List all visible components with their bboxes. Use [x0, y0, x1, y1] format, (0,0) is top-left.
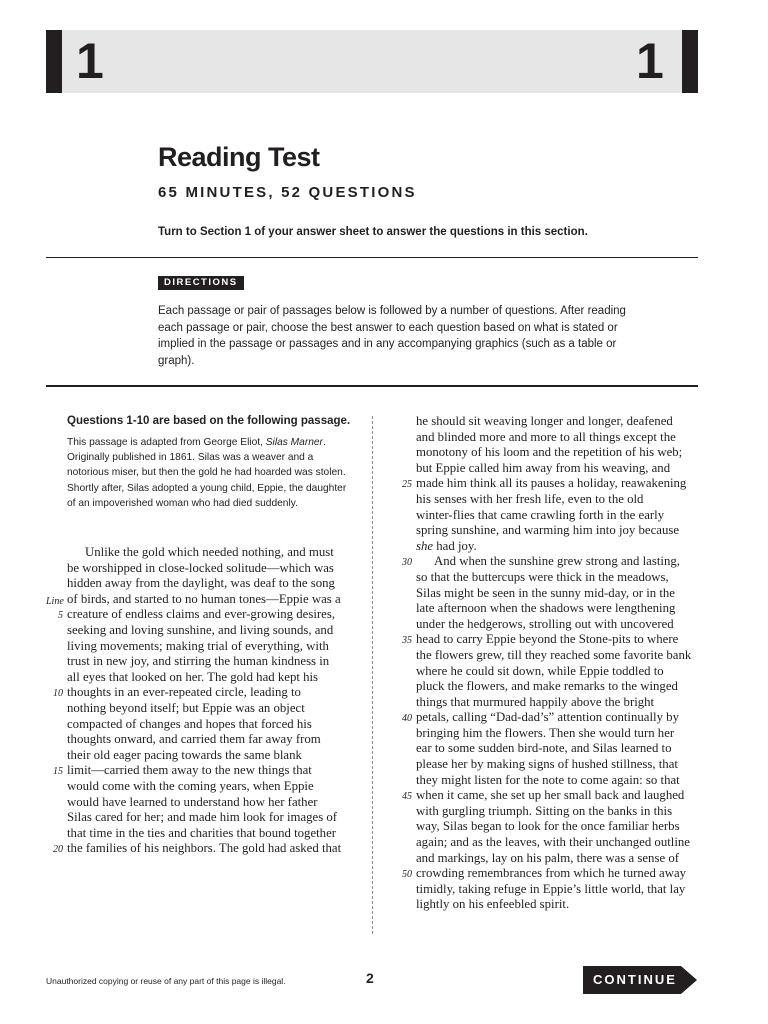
line-number: 25 — [402, 479, 412, 491]
passage-line — [416, 430, 716, 446]
passage-text: seeking and loving sunshine, and living sounds, and — [67, 622, 334, 637]
passage-line — [67, 545, 367, 561]
passage-line — [67, 654, 367, 670]
passage-line — [402, 866, 716, 882]
line-number: 40 — [402, 713, 412, 725]
passage-text: and markings, lay on his palm, there was a sense of — [416, 850, 679, 865]
passage-text: trust in new joy, and stirring the human kindness in — [67, 654, 330, 669]
passage-line — [67, 810, 367, 826]
passage-text: hidden away from the daylight, was deaf to the song — [67, 576, 335, 591]
passage-text: timidly, taking refuge in Eppie’s little world, that lay — [416, 881, 686, 896]
passage-line — [402, 476, 716, 492]
passage-line — [416, 523, 716, 539]
passage-text: the flowers grew, till they reached some favorite bank — [416, 647, 692, 662]
passage-text: again; and as the leaves, with their unchanged outline — [416, 835, 690, 850]
passage-line — [53, 763, 367, 779]
passage-line — [416, 648, 716, 664]
passage-line — [416, 617, 716, 633]
line-label: Line — [46, 596, 64, 607]
passage-text: of birds, and started to no human tones—Eppie was a — [67, 591, 341, 606]
passage-text: all eyes that looked on her. The gold had kept his — [67, 669, 319, 684]
page-title: Reading Test — [158, 142, 320, 172]
passage-text: but Eppie called him away from his weaving, and — [416, 460, 671, 475]
passage-text: the families of his neighbors. The gold had asked that — [67, 841, 342, 856]
passage-text: And when the sunshine grew strong and lasting, — [434, 554, 680, 569]
directions-text: Each passage or pair of passages below is followed by a number of questions. After reading each passage or pair, choose the best answer to each question based on what is stated or implied in the passage or passages and in any accompanying graphics (such as a table or graph). — [158, 305, 626, 367]
section-instruction: Turn to Section 1 of your answer sheet to answer the questions in this section. — [158, 226, 588, 238]
passage-line — [67, 795, 367, 811]
passage-line — [416, 835, 716, 851]
passage-text: limit—carried them away to the new things that — [67, 763, 312, 778]
passage-text: so that the buttercups were thick in the meadows, — [416, 569, 669, 584]
continue-arrow — [583, 966, 697, 994]
intro-work-title: Silas Marner — [265, 437, 323, 448]
passage-line — [416, 726, 716, 742]
section-number-right: 1 — [636, 33, 664, 89]
passage-line — [416, 679, 716, 695]
passage-text: under the hedgerows, strolling out with uncovered — [416, 616, 674, 631]
passage-line — [416, 445, 716, 461]
passage-line — [416, 570, 716, 586]
passage-line — [416, 586, 716, 602]
passage-text: had joy. — [433, 538, 477, 553]
passage-line — [402, 554, 716, 570]
passage-line — [416, 539, 716, 555]
passage-text: with gurgling triumph. Sitting on the banks in this — [416, 803, 673, 818]
passage-line — [67, 701, 367, 717]
passage-text: things that murmured happily above the bright — [416, 694, 655, 709]
passage-line — [416, 664, 716, 680]
passage-text: please her by making signs of hushed stillness, that — [416, 757, 678, 772]
passage-line — [416, 601, 716, 617]
passage-line — [416, 461, 716, 477]
passage-text: compacted of changes and hopes that forced his — [67, 716, 312, 731]
line-number: 50 — [402, 869, 412, 881]
questions-header: Questions 1-10 are based on the following passage. — [67, 415, 351, 427]
passage-line — [416, 882, 716, 898]
passage-text: where he could sit down, while Eppie toddled to — [416, 663, 664, 678]
passage-text: would come with the coming years, when Eppie — [67, 778, 314, 793]
passage-text: he should sit weaving longer and longer, deafened — [416, 414, 673, 428]
passage-text: and blinded more and more to all things except the — [416, 429, 676, 444]
passage-text: made him think all its pauses a holiday, reawakening — [416, 476, 687, 491]
intro-suffix: . Originally published in 1861. Silas was a weaver and a notorious miser, but then the gold he had hoarded was stolen. Shortly after, Silas adopted a young child, Eppie, the daughter of an impoverished woman who had died suddenly. — [67, 437, 347, 509]
passage-text: their old eager pacing towards the same blank — [67, 747, 302, 762]
directions-label: DIRECTIONS — [158, 276, 244, 290]
passage-text: when it came, she set up her small back and laughed — [416, 788, 685, 803]
passage-line — [53, 841, 367, 857]
passage-line — [58, 607, 367, 623]
passage-text: head to carry Eppie beyond the Stone-pits to where — [416, 632, 679, 647]
passage-line — [416, 414, 716, 430]
line-number: 30 — [402, 557, 412, 569]
passage-line — [67, 670, 367, 686]
passage-text: way, Silas began to look for the once familiar herbs — [416, 819, 680, 834]
column-divider — [372, 416, 373, 934]
passage-text: lightly on his enfeebled spirit. — [416, 897, 570, 912]
passage-text: that time in the ties and charities that bound together — [67, 825, 337, 840]
section-header-band — [46, 30, 698, 93]
passage-text: spring sunshine, and warming him into joy because — [416, 523, 680, 538]
line-number: 5 — [58, 610, 63, 622]
emphasized-word: she — [416, 538, 434, 553]
passage-line — [416, 757, 716, 773]
passage-line — [67, 717, 367, 733]
divider-top — [46, 257, 698, 258]
line-number: 35 — [402, 635, 412, 647]
passage-text: ear to some sudden bird-note, and Silas learned to — [416, 741, 672, 756]
passage-line — [67, 748, 367, 764]
passage-line — [67, 826, 367, 842]
copyright-notice: Unauthorized copying or reuse of any part of this page is illegal. — [46, 976, 286, 986]
passage-line — [67, 779, 367, 795]
passage-line — [67, 561, 367, 577]
passage-text: they might listen for the note to come again: so that — [416, 772, 680, 787]
passage-text: crowding remembrances from which he turned away — [416, 866, 687, 881]
continue-label: CONTINUE — [593, 972, 677, 987]
passage-text: thoughts in an ever-repeated circle, leading to — [67, 685, 301, 700]
passage-line — [416, 741, 716, 757]
passage-text: pluck the flowers, and make remarks to the winged — [416, 679, 678, 694]
passage-line — [416, 695, 716, 711]
passage-text: living movements; making trial of everything, with — [67, 638, 329, 653]
line-number: 20 — [53, 844, 63, 856]
passage-text: Silas cared for her; and made him look for images of — [67, 810, 338, 825]
passage-text: late afternoon when the shadows were lengthening — [416, 601, 676, 616]
passage-line — [416, 804, 716, 820]
passage-line — [402, 632, 716, 648]
passage-text: petals, calling “Dad-dad’s” attention continually by — [416, 710, 679, 725]
passage-text: nothing beyond itself; but Eppie was an object — [67, 700, 305, 715]
passage-line — [416, 897, 716, 913]
passage-line — [402, 788, 716, 804]
page-subtitle: 65 MINUTES, 52 QUESTIONS — [158, 184, 417, 201]
passage-text: monotony of his loom and the repetition of his web; — [416, 445, 683, 460]
divider-bottom — [46, 385, 698, 387]
passage-line — [416, 819, 716, 835]
passage-line — [67, 639, 367, 655]
line-number: 45 — [402, 791, 412, 803]
passage-line — [67, 732, 367, 748]
passage-text: would have learned to understand how her father — [67, 794, 318, 809]
section-number-left: 1 — [76, 33, 104, 89]
passage-text: thoughts onward, and carried them far away from — [67, 732, 321, 747]
passage-intro-column — [67, 413, 357, 511]
passage-text: bringing him the flowers. Then she would turn her — [416, 725, 675, 740]
passage-line — [67, 592, 367, 608]
passage-line — [402, 710, 716, 726]
line-number: 15 — [53, 766, 63, 778]
passage-line — [53, 685, 367, 701]
passage-line — [416, 851, 716, 867]
passage-text: winter-flies that came crawling forth in the early — [416, 507, 665, 522]
line-number: 10 — [53, 688, 63, 700]
intro-prefix: This passage is adapted from George Eliot, — [67, 437, 266, 448]
passage-text: Unlike the gold which needed nothing, and must — [85, 545, 334, 559]
passage-text: Silas might be seen in the sunny mid-day, or in the — [416, 585, 675, 600]
passage-text: creature of endless claims and ever-growing desires, — [67, 607, 336, 622]
passage-text: his senses with her fresh life, even to the old — [416, 491, 644, 506]
section-marker-bar-right — [682, 30, 698, 93]
passage-line — [67, 623, 367, 639]
passage-intro — [67, 435, 357, 511]
passage-line — [416, 773, 716, 789]
passage-text: be worshipped in close-locked solitude—which was — [67, 560, 334, 575]
page-number: 2 — [366, 970, 374, 986]
passage-line — [67, 576, 367, 592]
passage-column-right — [402, 414, 716, 913]
section-marker-bar-left — [46, 30, 62, 93]
passage-line — [416, 508, 716, 524]
passage-line — [416, 492, 716, 508]
